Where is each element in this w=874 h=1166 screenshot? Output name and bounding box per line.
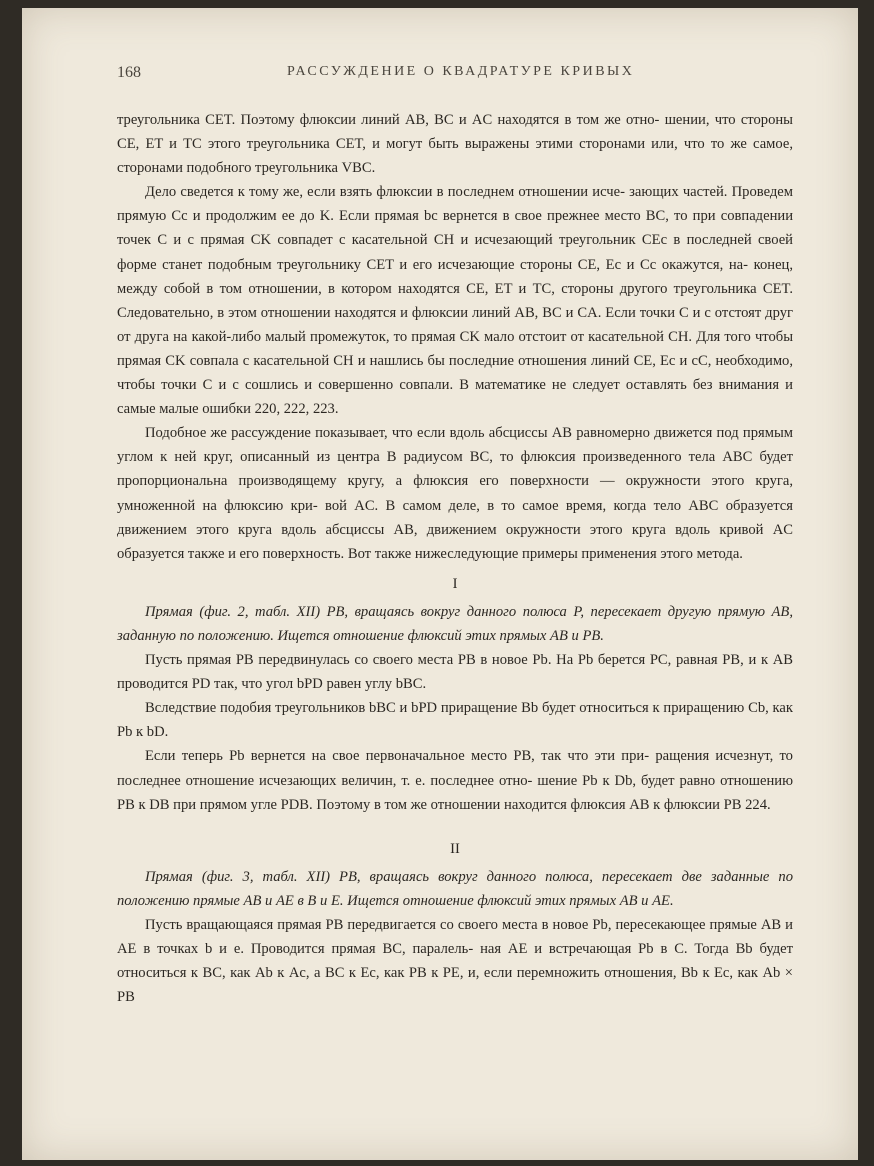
section-1-paragraph: Если теперь Pb вернется на свое первоначальное место PB, так что эти при- ращения исчезнут, то последнее отношение исчезающих величин, т. е. последнее отно- шение Pb к Db, будет равно отношению PB к DB при прямом угле PDB. Поэтому в том же отношении находится флюксия AB к флюксии PB 224. [117, 748, 793, 813]
paragraph-fluxion-argument: Дело сведется к тому же, если взять флюксии в последнем отношении исче- зающих частей. Проведем прямую Cc и продолжим ее до K. Если прямая bc вернется в свое прежнее место BC, то при совпадении точек C и c прямая CK совпадет с касательной CH и исчезающий треугольник CEc в последней своей форме станет подобным треугольнику CET и его исчезающие стороны CE, Ec и Cc окажутся, на- конец, между собой в том отношении, в котором находятся CE, ET и TC, стороны другого треугольника CET. Следовательно, в этом отношении находятся и флюксии линий AB, BC и CA. Если точки C и c отстоят друг от друга на какой-либо малый промежуток, то прямая CK мало отстоит от касательной CH. Для того чтобы прямая CK совпала с касательной CH и нашлись бы последние отношения линий CE, Ec и cC, необходимо, чтобы точки C и c сошлись и совершенно совпали. В математике не следует оставлять без внимания и самые малые ошибки 220, 222, 223. [117, 184, 794, 418]
section-2-paragraph: Пусть вращающаяся прямая PB передвигается со своего места в новое Pb, пересекающее прямые AB и AE в точках b и e. Проводится прямая BC, паралель- ная AE и встречающая Pb в C. Тогда Bb будет относиться к BC, как Ab к Ac, а BC к Ec, как PB к PE, и, если перемножить отношения, Bb к Ec, как Ab × PB [117, 917, 793, 1006]
section-1-paragraph: Пусть прямая PB передвинулась со своего места PB в новое Pb. На Pb берется PC, равная PB, и к AB проводится PD так, что угол bPD равен углу bBC. [117, 652, 793, 693]
page-body [117, 108, 793, 1009]
section-1-statement: Прямая (фиг. 2, табл. XII) PB, вращаясь вокруг данного полюса P, пересекает другую прямую AB, заданную по положению. Ищется отношение флюксий этих прямых AB и PB. [117, 603, 793, 644]
section-numeral-1: I [452, 575, 458, 592]
page-number: 168 [117, 64, 141, 81]
running-header [117, 56, 793, 86]
section-1-paragraph: Вследствие подобия треугольников bBC и bPD приращение Bb будет относиться к приращению Cb, как Pb к bD. [117, 700, 793, 741]
book-page [22, 8, 858, 1160]
section-2-statement: Прямая (фиг. 3, табл. XII) PB, вращаясь вокруг данного полюса, пересекает две заданные по положению прямые AB и AE в B и E. Ищется отношение флюксий этих прямых AB и AE. [117, 868, 793, 909]
paragraph-solid-of-revolution: Подобное же рассуждение показывает, что если вдоль абсциссы AB равномерно движется под прямым углом к ней круг, описанный из центра B радиусом BC, то флюксия произведенного тела ABC будет пропорциональна производящему кругу, а флюксия его поверхности — окружности этого круга, умноженной на флюксию кри- вой AC. В самом деле, в то самое время, когда тело ABC образуется движением этого круга вдоль абсциссы AB, движением окружности этого круга вдоль кривой AC образуется также и его поверхность. Вот также нижеследующие примеры применения этого метода. [117, 425, 794, 562]
running-title: РАССУЖДЕНИЕ О КВАДРАТУРЕ КРИВЫХ [287, 64, 635, 79]
section-numeral-2: II [450, 840, 460, 857]
paragraph-continuation: треугольника CET. Поэтому флюксии линий AB, BC и AC находятся в том же отно- шении, что стороны CE, ET и TC этого треугольника CET, и могут быть выражены этими сторонами или, что то же самое, сторонами подобного треугольника VBC. [117, 112, 794, 177]
